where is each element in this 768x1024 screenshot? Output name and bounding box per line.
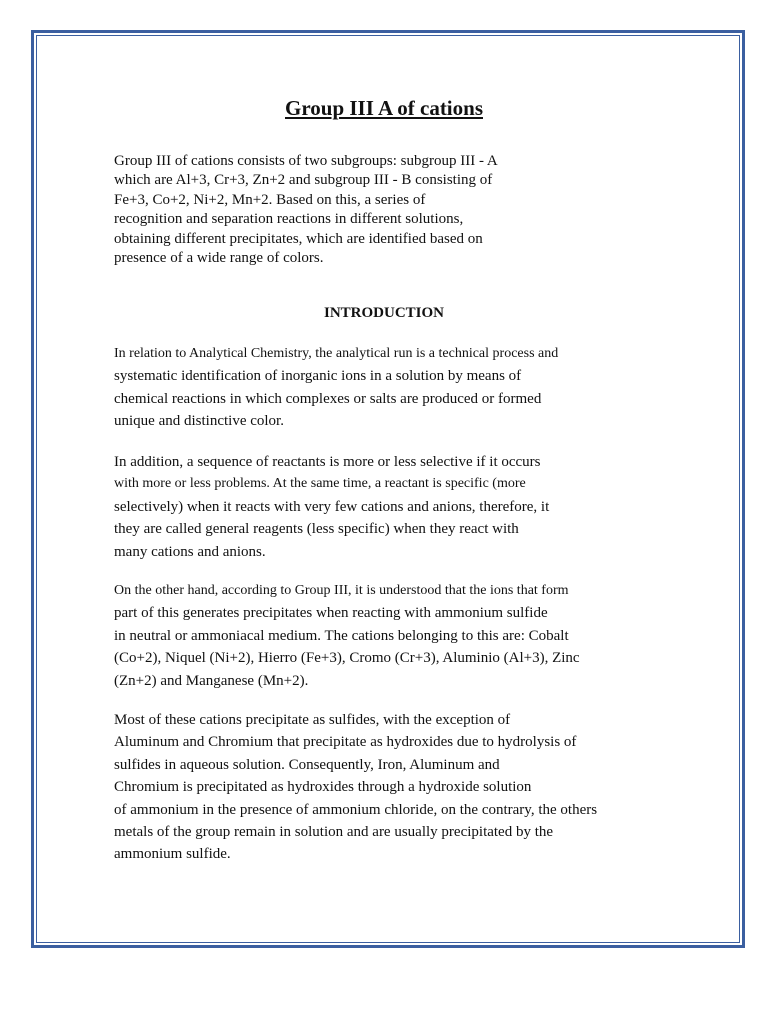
paragraph-line: they are called general reagents (less specific) when they react with (114, 521, 519, 538)
paragraph-line: unique and distinctive color. (114, 413, 284, 430)
paragraph-line: Chromium is precipitated as hydroxides through a hydroxide solution (114, 779, 532, 796)
paragraph-line: metals of the group remain in solution and are usually precipitated by the (114, 824, 554, 841)
intro-paragraph-4 (114, 709, 597, 866)
paragraph-line: selectively) when it reacts with very few cations and anions, therefore, it (114, 498, 550, 515)
paragraph-line: ammonium sulfide. (114, 846, 231, 863)
paragraph-line: In relation to Analytical Chemistry, the analytical run is a technical process and (114, 346, 559, 361)
abstract-line: which are Al+3, Cr+3, Zn+2 and subgroup III - B consisting of (114, 172, 493, 189)
paragraph-line: in neutral or ammoniacal medium. The cations belonging to this are: Cobalt (114, 627, 569, 644)
abstract-line: recognition and separation reactions in different solutions, (114, 211, 464, 228)
abstract-line: presence of a wide range of colors. (114, 250, 324, 267)
abstract-line: obtaining different precipitates, which are identified based on (114, 230, 483, 247)
paragraph-line: On the other hand, according to Group III, it is understood that the ions that form (114, 583, 569, 598)
intro-paragraph-3 (114, 580, 580, 692)
paragraph-line: Most of these cations precipitate as sulfides, with the exception of (114, 712, 511, 728)
paragraph-line: chemical reactions in which complexes or salts are produced or formed (114, 390, 542, 407)
abstract-paragraph (114, 152, 498, 268)
paragraph-line: systematic identification of inorganic ions in a solution by means of (114, 368, 522, 385)
document-title (0, 96, 768, 121)
paragraph-line: with more or less problems. At the same time, a reactant is specific (more (114, 476, 526, 492)
abstract-line: Fe+3, Co+2, Ni+2, Mn+2. Based on this, a series of (114, 191, 426, 208)
paragraph-line: In addition, a sequence of reactants is more or less selective if it occurs (114, 454, 541, 470)
paragraph-line: sulfides in aqueous solution. Consequently, Iron, Aluminum and (114, 756, 500, 773)
document-title-text: Group III A of cations (285, 96, 483, 120)
paragraph-line: (Zn+2) and Manganese (Mn+2). (114, 672, 309, 689)
paragraph-line: Aluminum and Chromium that precipitate as hydroxides due to hydrolysis of (114, 734, 577, 751)
intro-paragraph-2 (114, 451, 549, 563)
section-heading: INTRODUCTION (323, 305, 444, 321)
paragraph-line: (Co+2), Niquel (Ni+2), Hierro (Fe+3), Cromo (Cr+3), Aluminio (Al+3), Zinc (114, 650, 580, 667)
paragraph-line: of ammonium in the presence of ammonium chloride, on the contrary, the others (114, 801, 598, 818)
abstract-line: Group III of cations consists of two subgroups: subgroup III - A (114, 153, 498, 169)
intro-paragraph-1 (114, 343, 558, 433)
paragraph-line: part of this generates precipitates when reacting with ammonium sulfide (114, 605, 548, 622)
paragraph-line: many cations and anions. (114, 543, 266, 560)
